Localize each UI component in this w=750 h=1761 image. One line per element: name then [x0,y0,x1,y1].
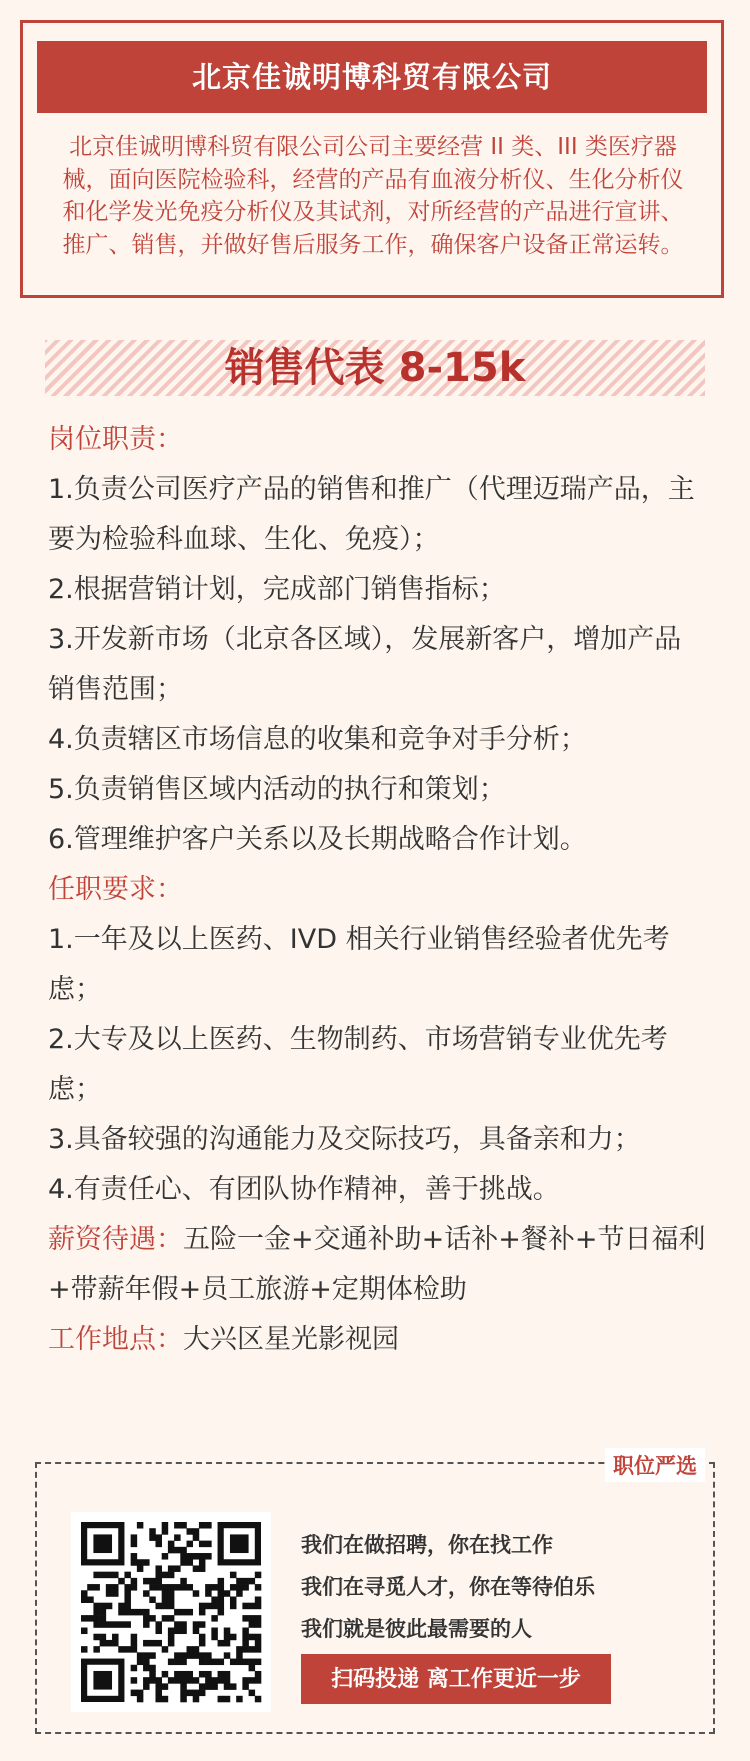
position-banner [45,340,705,396]
duty-item: 4.负责辖区市场信息的收集和竞争对手分析； [48,724,587,755]
slogan-line: 我们在做招聘，你在找工作 [301,1532,553,1557]
duties-heading: 岗位职责： [48,424,183,455]
qr-code[interactable] [71,1512,271,1712]
location-value: 大兴区星光影视园 [183,1324,399,1355]
position-title: 销售代表 8-15k [224,345,526,391]
duty-item: 3.开发新市场（北京各区域），发展新客户，增加产品销售范围； [48,624,682,705]
duty-item: 1.负责公司医疗产品的销售和推广（代理迈瑞产品，主要为检验科血球、生化、免疫）； [48,474,695,555]
salary-row [48,1215,708,1315]
requirement-item: 2.大专及以上医药、生物制药、市场营销专业优先考虑； [48,1024,668,1105]
duty-item: 6.管理维护客户关系以及长期战略合作计划。 [48,824,587,855]
slogan-block [301,1524,595,1650]
card-tag: 职位严选 [605,1448,705,1482]
requirements-heading: 任职要求： [48,874,183,905]
job-content [48,415,708,1365]
company-name: 北京佳诚明博科贸有限公司 [37,41,707,113]
requirement-item: 4.有责任心、有团队协作精神，善于挑战。 [48,1174,560,1205]
location-label: 工作地点： [48,1324,183,1355]
duty-item: 5.负责销售区域内活动的执行和策划； [48,774,506,805]
salary-value: 五险一金+交通补助+话补+餐补+节日福利+带薪年假+员工旅游+定期体检助 [48,1224,706,1305]
qr-code-image [71,1512,271,1712]
slogan-line: 我们在寻觅人才，你在等待伯乐 [301,1574,595,1599]
requirement-item: 3.具备较强的沟通能力及交际技巧，具备亲和力； [48,1124,641,1155]
salary-label: 薪资待遇： [48,1224,183,1255]
slogan-line: 我们就是彼此最需要的人 [301,1616,532,1641]
company-description: 北京佳诚明博科贸有限公司公司主要经营 II 类、III 类医疗器械，面向医院检验科，经营的产品有血液分析仪、生化分析仪和化学发光免疫分析仪及其试剂，对所经营的产品进行宣讲、推广、销售，并做好售后服务工作，确保客户设备正常运转。 [62,134,684,258]
apply-card [35,1453,715,1734]
requirement-item: 1.一年及以上医药、IVD 相关行业销售经验者优先考虑； [48,924,670,1005]
company-box [20,20,724,298]
location-row [48,1315,708,1365]
duty-item: 2.根据营销计划，完成部门销售指标； [48,574,506,605]
apply-cta-button[interactable]: 扫码投递 离工作更近一步 [301,1654,611,1704]
